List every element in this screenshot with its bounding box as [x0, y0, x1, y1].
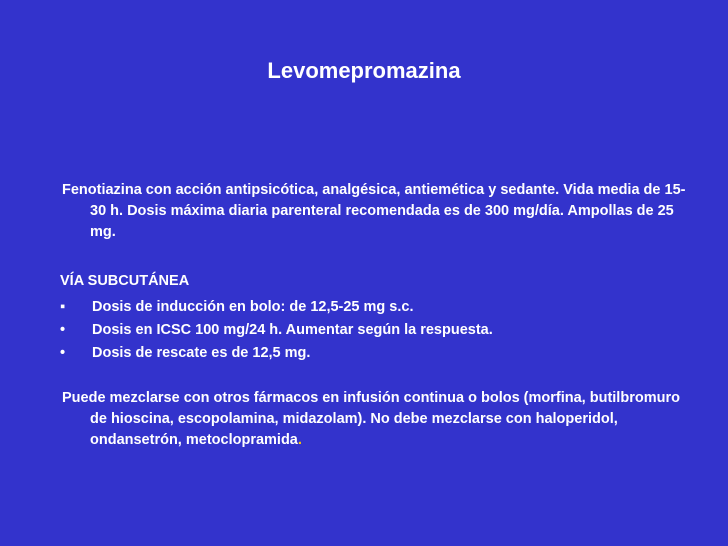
bullet-square-icon: ▪ — [60, 299, 66, 315]
list-item-text: Dosis en ICSC 100 mg/24 h. Aumentar según la respuesta. — [92, 322, 493, 338]
bullet-dot-icon: • — [60, 322, 66, 338]
list-item — [60, 296, 493, 319]
route-heading: VÍA SUBCUTÁNEA — [60, 273, 190, 289]
mixing-paragraph — [60, 388, 700, 451]
list-item-text: Dosis de inducción en bolo: de 12,5-25 mg s.c. — [92, 299, 414, 315]
list-item-text: Dosis de rescate es de 12,5 mg. — [92, 345, 311, 361]
slide-title-text: Levomepromazina — [267, 58, 461, 83]
list-item — [60, 319, 493, 342]
list-item — [60, 342, 493, 365]
dosage-list — [60, 296, 493, 365]
mixing-text: Puede mezclarse con otros fármacos en infusión continua o bolos (morfina, butilbromuro de hioscina, escopolamina, midazolam). No debe mezclarse con haloperidol, ondansetrón, metoclopramida — [62, 390, 680, 448]
accent-period: . — [297, 432, 302, 448]
bullet-dot-icon: • — [60, 345, 66, 361]
slide-title — [0, 58, 728, 84]
intro-paragraph: Fenotiazina con acción antipsicótica, analgésica, antiemética y sedante. Vida media de 15-30 h. Dosis máxima diaria parenteral recomendada es de 300 mg/día. Ampollas de 25 mg. — [62, 182, 686, 240]
